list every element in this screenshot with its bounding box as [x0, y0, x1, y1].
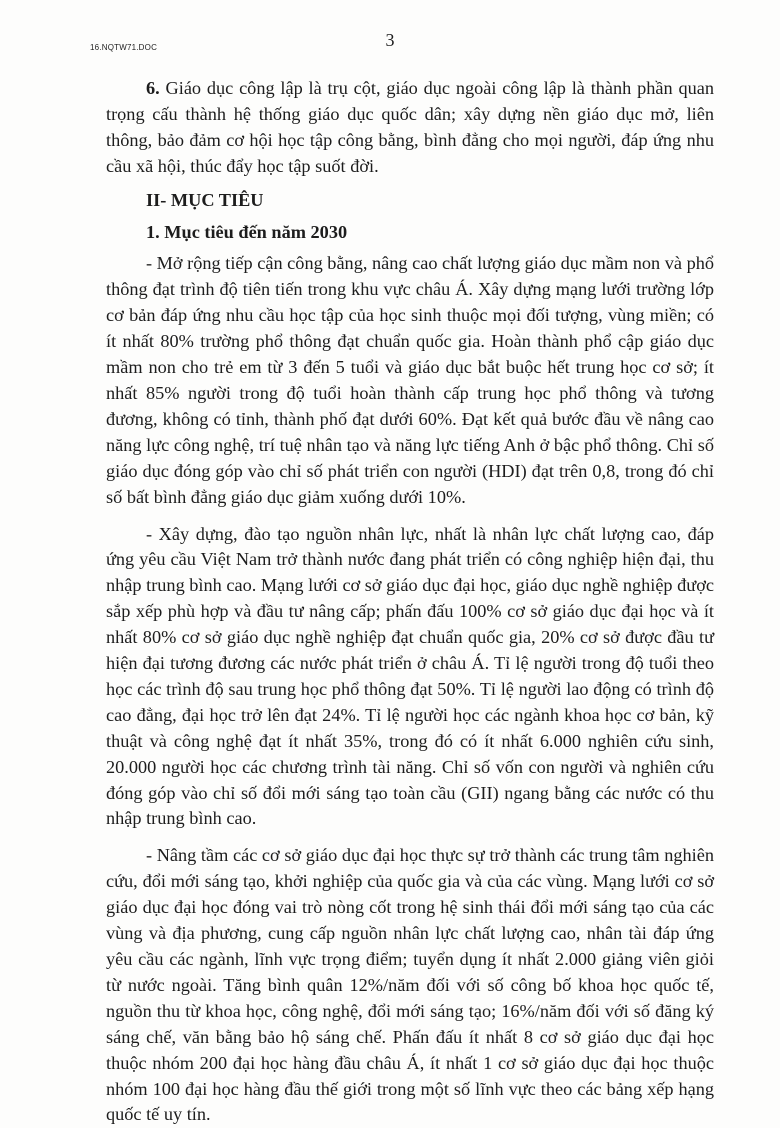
- page-number: 3: [385, 30, 395, 50]
- goal-paragraph: - Xây dựng, đào tạo nguồn nhân lực, nhất là nhân lực chất lượng cao, đáp ứng yêu cầu Việt Nam trở thành nước đang phát triển có công nghiệp hiện đại, thu nhập trung bình cao. Mạng lưới cơ sở giáo dục đại học, giáo dục nghề nghiệp được sắp xếp phù hợp và đầu tư nâng cấp; phấn đấu 100% cơ sở giáo dục đại học và ít nhất 80% cơ sở giáo dục nghề nghiệp đạt chuẩn quốc gia, 20% cơ sở được đầu tư hiện đại tương đương các nước phát triển ở châu Á. Tỉ lệ người trong độ tuổi theo học các trình độ sau trung học phổ thông đạt 50%. Tỉ lệ người lao động có trình độ cao đẳng, đại học trở lên đạt 24%. Tỉ lệ người học các ngành khoa học cơ bản, kỹ thuật và công nghệ đạt ít nhất 35%, trong đó có ít nhất 6.000 nghiên cứu sinh, 20.000 người học các chương trình tài năng. Chỉ số vốn con người và nghiên cứu đóng góp vào chỉ số đổi mới sáng tạo toàn cầu (GII) ngang bằng các nước có thu nhập trung bình cao.: [106, 523, 714, 829]
- document-body: [106, 76, 714, 1128]
- intro-paragraph: [106, 76, 714, 180]
- section-title: II- MỤC TIÊU: [146, 189, 264, 210]
- intro-text: Giáo dục công lập là trụ cột, giáo dục ngoài công lập là thành phần quan trọng cấu thành hệ thống giáo dục quốc dân; xây dựng nền giáo dục mở, liên thông, bảo đảm cơ hội học tập công bằng, bình đẳng cho mọi người, đáp ứng nhu cầu xã hội, thúc đẩy học tập suốt đời.: [106, 78, 714, 176]
- intro-number: 6.: [146, 78, 160, 98]
- subsection-title: 1. Mục tiêu đến năm 2030: [146, 221, 348, 242]
- goal-paragraph: - Mở rộng tiếp cận công bằng, nâng cao chất lượng giáo dục mầm non và phổ thông đạt trình độ tiên tiến trong khu vực châu Á. Xây dựng mạng lưới trường lớp cơ bản đáp ứng nhu cầu học tập của học sinh thuộc mọi đối tượng, vùng miền; có ít nhất 80% trường phổ thông đạt chuẩn quốc gia. Hoàn thành phổ cập giáo dục mầm non cho trẻ em từ 3 đến 5 tuổi và giáo dục bắt buộc hết trung học cơ sở; ít nhất 85% người trong độ tuổi hoàn thành cấp trung học phổ thông và tương đương, không có tỉnh, thành phố đạt dưới 60%. Đạt kết quả bước đầu về nâng cao năng lực công nghệ, trí tuệ nhân tạo và năng lực tiếng Anh ở bậc phổ thông. Chỉ số giáo dục đóng góp vào chỉ số phát triển con người (HDI) đạt trên 0,8, trong đó chỉ số bất bình đẳng giáo dục giảm xuống dưới 10%.: [106, 253, 714, 507]
- goal-paragraph: - Nâng tầm các cơ sở giáo dục đại học thực sự trở thành các trung tâm nghiên cứu, đổi mới sáng tạo, khởi nghiệp của quốc gia và của các vùng. Mạng lưới cơ sở giáo dục đại học đóng vai trò nòng cốt trong hệ sinh thái đổi mới sáng tạo của các vùng và địa phương, cung cấp nguồn nhân lực chất lượng cao, nhân tài đáp ứng yêu cầu các ngành, lĩnh vực trọng điểm; tuyển dụng ít nhất 2.000 giảng viên giỏi từ nước ngoài. Tăng bình quân 12%/năm đối với số công bố khoa học quốc tế, nguồn thu từ khoa học, công nghệ, đổi mới sáng tạo; 16%/năm đối với số đăng ký sáng chế, văn bằng bảo hộ sáng chế. Phấn đấu ít nhất 8 cơ sở giáo dục đại học thuộc nhóm 200 đại học hàng đầu châu Á, ít nhất 1 cơ sở giáo dục đại học thuộc nhóm 100 đại học hàng đầu thế giới trong một số lĩnh vực theo các bảng xếp hạng quốc tế uy tín.: [106, 845, 714, 1125]
- file-code: 16.NQTW71.DOC: [90, 43, 158, 52]
